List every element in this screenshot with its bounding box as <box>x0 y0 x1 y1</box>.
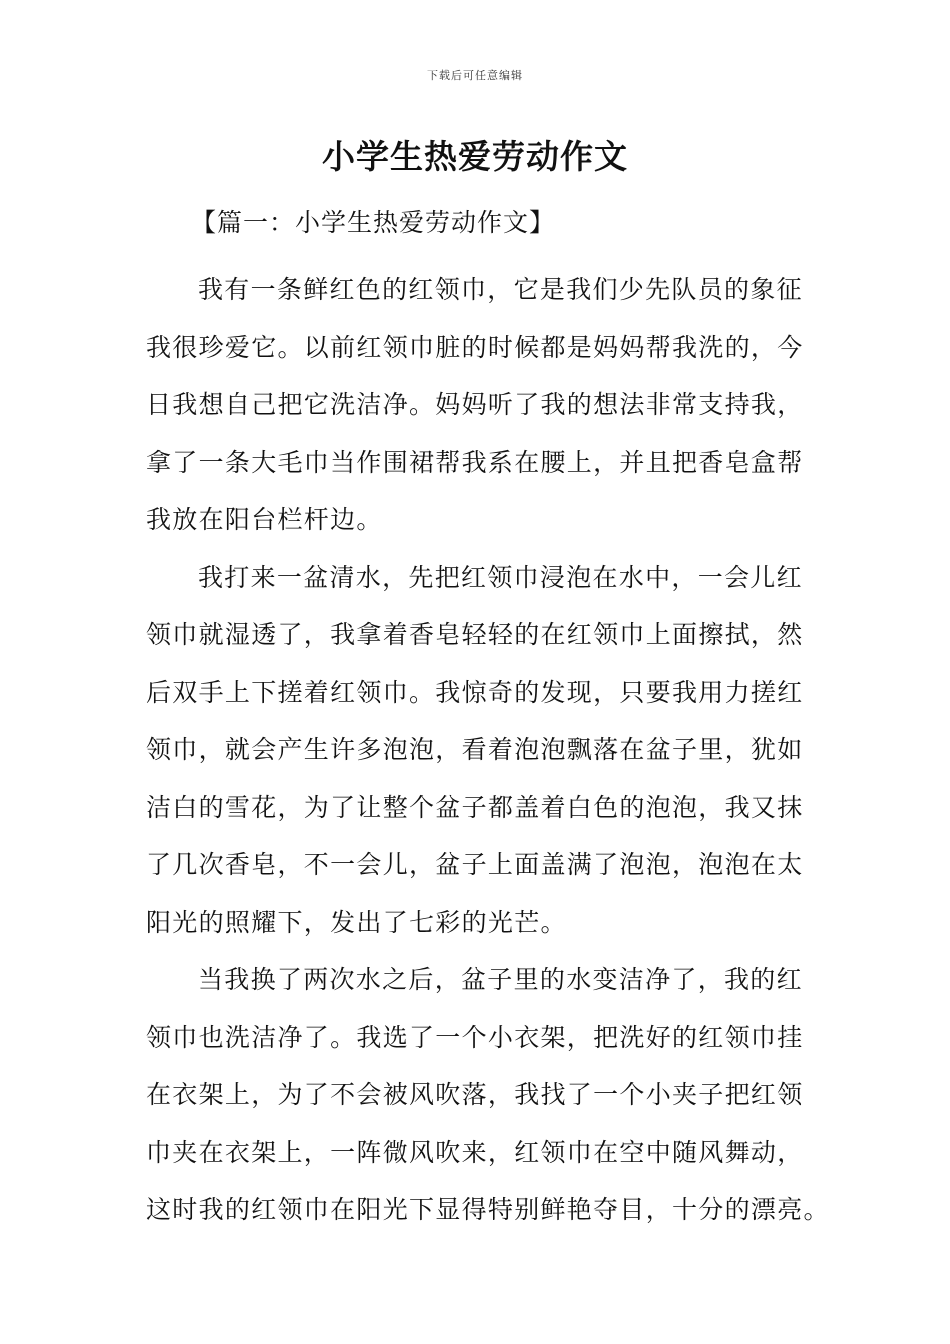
paragraph-line: 我很珍爱它。以前红领巾脏的时候都是妈妈帮我洗的，今 <box>146 332 804 362</box>
section-heading: 【篇一：小学生热爱劳动作文】 <box>191 208 556 237</box>
paragraph-line: 当我换了两次水之后，盆子里的水变洁净了，我的红 <box>198 965 803 994</box>
paragraph-line: 洁白的雪花，为了让整个盆子都盖着白色的泡泡，我又抹 <box>146 792 804 822</box>
document-title: 小学生热爱劳动作文 <box>322 137 628 176</box>
paragraph-line: 阳光的照耀下，发出了七彩的光芒。 <box>146 907 567 937</box>
paragraph-3 <box>146 951 830 1239</box>
paragraph-line: 领巾，就会产生许多泡泡，看着泡泡飘落在盆子里，犹如 <box>146 735 804 764</box>
paragraph-line: 巾夹在衣架上，一阵微风吹来，红领巾在空中随风舞动， <box>146 1137 804 1167</box>
paragraph-line: 日我想自己把它洗洁净。妈妈听了我的想法非常支持我， <box>146 390 804 419</box>
paragraph-line: 拿了一条大毛巾当作围裙帮我系在腰上，并且把香皂盒帮 <box>146 447 804 477</box>
paragraph-line: 这时我的红领巾在阳光下显得特别鲜艳夺目，十分的漂亮。 <box>146 1195 830 1224</box>
paragraph-line: 领巾就湿透了，我拿着香皂轻轻的在红领巾上面擦拭，然 <box>146 620 804 649</box>
paragraph-line: 后双手上下搓着红领巾。我惊奇的发现，只要我用力搓红 <box>146 677 804 707</box>
paragraph-1 <box>146 261 808 549</box>
header-note: 下载后可任意编辑 <box>427 69 523 82</box>
paragraph-line: 我有一条鲜红色的红领巾，它是我们少先队员的象征 <box>198 275 803 304</box>
paragraph-line: 在衣架上，为了不会被风吹落，我找了一个小夹子把红领 <box>146 1080 804 1109</box>
paragraph-line: 领巾也洗洁净了。我选了一个小衣架，把洗好的红领巾挂 <box>146 1022 804 1052</box>
paragraph-line: 了几次香皂，不一会儿，盆子上面盖满了泡泡，泡泡在太 <box>146 850 804 879</box>
paragraph-line: 我放在阳台栏杆边。 <box>146 505 383 534</box>
paragraph-line: 我打来一盆清水，先把红领巾浸泡在水中，一会儿红 <box>198 562 803 592</box>
document-body <box>146 203 830 1239</box>
paragraph-2 <box>146 549 808 952</box>
